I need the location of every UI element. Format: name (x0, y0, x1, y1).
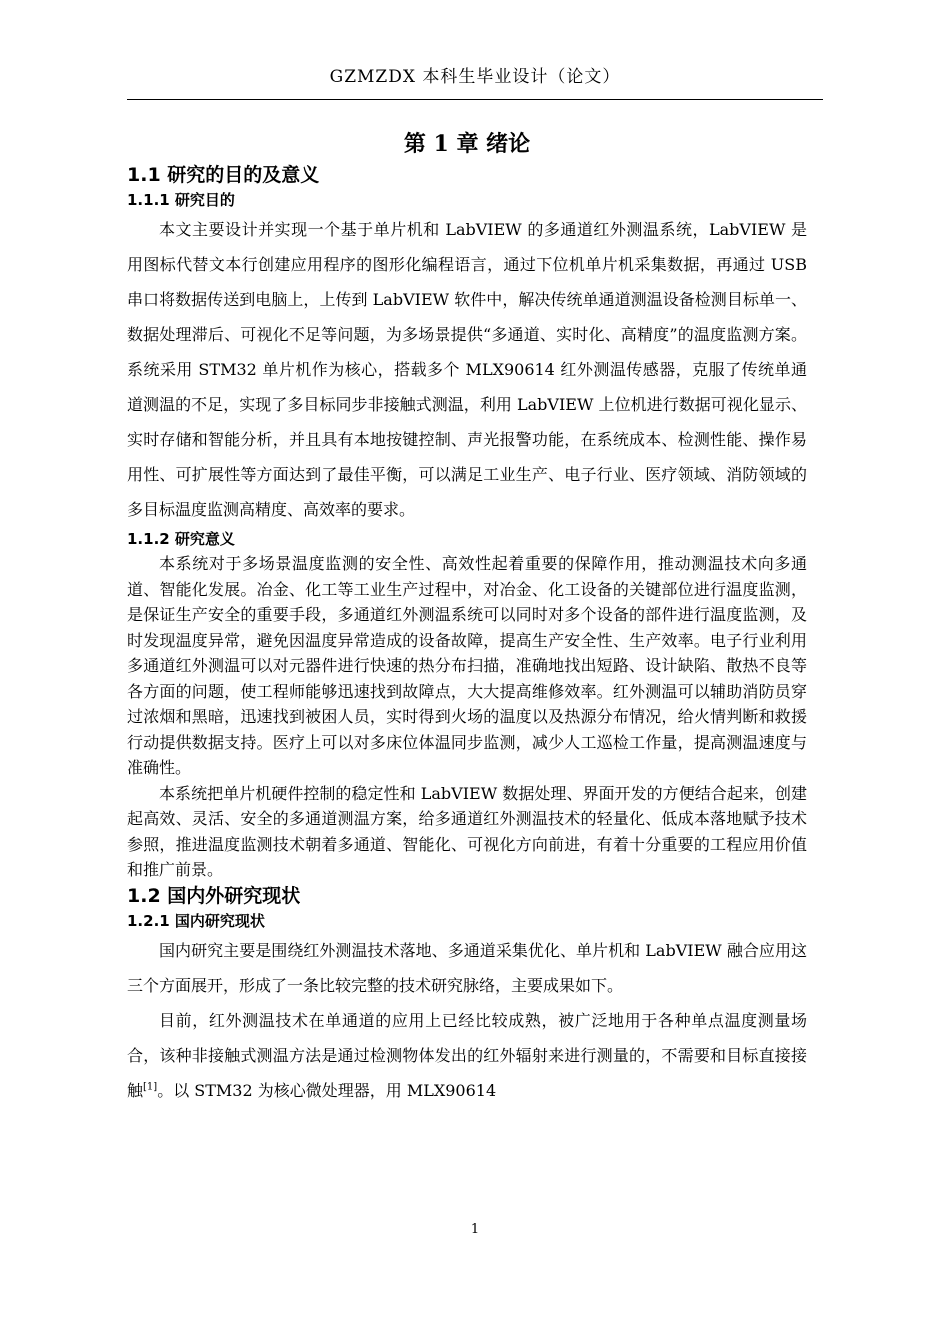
chapter-title: 第 1 章 绪论 (403, 131, 531, 157)
page-body (127, 126, 807, 1108)
paragraph-research-significance-1: 本系统对于多场景温度监测的安全性、高效性起着重要的保障作用，推动测温技术向多通道、智能化发展。冶金、化工等工业生产过程中，对冶金、化工设备的关键部位进行温度监测，是保证生产安全的重要手段，多通道红外测温系统可以同时对多个设备的部件进行温度监测，及时发现温度异常，避免因温度异常造成的设备故障，提高生产安全性、生产效率。电子行业利用多通道红外测温可以对元器件进行快速的热分布扫描，准确地找出短路、设计缺陷、散热不良等各方面的问题，使工程师能够迅速找到故障点，大大提高维修效率。红外测温可以辅助消防员穿过浓烟和黑暗，迅速找到被困人员，实时得到火场的温度以及热源分布情况，给火情判断和救援行动提供数据支持。医疗上可以对多床位体温同步监测，减少人工巡检工作量，提高测温速度与准确性。 (127, 554, 807, 777)
section-heading-1-1: 1.1 研究的目的及意义 (127, 164, 320, 186)
section-heading-1-2-1: 1.2.1 国内研究现状 (127, 911, 265, 930)
paragraph-research-significance-2: 本系统把单片机硬件控制的稳定性和 LabVIEW 数据处理、界面开发的方便结合起来，创建起高效、灵活、安全的多通道测温方案，给多通道红外测温技术的轻量化、低成本落地赋予技术参照，推进温度监测技术朝着多通道、智能化、可视化方向前进，有着十分重要的工程应用价值和推广前景。 (127, 783, 807, 879)
paragraph-text: 目前，红外测温技术在单通道的应用上已经比较成熟，被广泛地用于各种单点温度测量场合，该种非接触式测温方法是通过检测物体发出的红外辐射来进行测量的，不需要和目标直接接触 (127, 1010, 807, 1100)
paragraph-text: 。以 STM32 为核心微处理器，用 MLX90614 (157, 1080, 497, 1100)
page-header: GZMZDX 本科生毕业设计（论文） (329, 67, 621, 87)
section-heading-1-1-2: 1.1.2 研究意义 (127, 530, 235, 548)
section-heading-1-2: 1.2 国内外研究现状 (127, 884, 301, 907)
page-number: 1 (470, 1222, 480, 1237)
header-divider (127, 99, 823, 100)
citation-ref[interactable]: [1] (143, 1081, 158, 1093)
section-heading-1-1-1: 1.1.1 研究目的 (127, 191, 235, 209)
paragraph-domestic-research-1: 国内研究主要是围绕红外测温技术落地、多通道采集优化、单片机和 LabVIEW 融合应用这三个方面展开，形成了一条比较完整的技术研究脉络，主要成果如下。 (127, 940, 807, 995)
paragraph-domestic-research-2 (127, 1003, 807, 1108)
paragraph-research-purpose: 本文主要设计并实现一个基于单片机和 LabVIEW 的多通道红外测温系统，LabVIEW 是用图标代替文本行创建应用程序的图形化编程语言，通过下位机单片机采集数据，再通过 USB 串口将数据传送到电脑上，上传到 LabVIEW 软件中，解决传统单通道测温设备检测目标单一、数据处理滞后、可视化不足等问题，为多场景提供“多通道、实时化、高精度”的温度监测方案。系统采用 STM32 单片机作为核心，搭载多个 MLX90614 红外测温传感器，克服了传统单通道测温的不足，实现了多目标同步非接触式测温，利用 LabVIEW 上位机进行数据可视化显示、实时存储和智能分析，并且具有本地按键控制、声光报警功能，在系统成本、检测性能、操作易用性、可扩展性等方面达到了最佳平衡，可以满足工业生产、电子行业、医疗领域、消防领域的多目标温度监测高精度、高效率的要求。 (127, 220, 807, 519)
